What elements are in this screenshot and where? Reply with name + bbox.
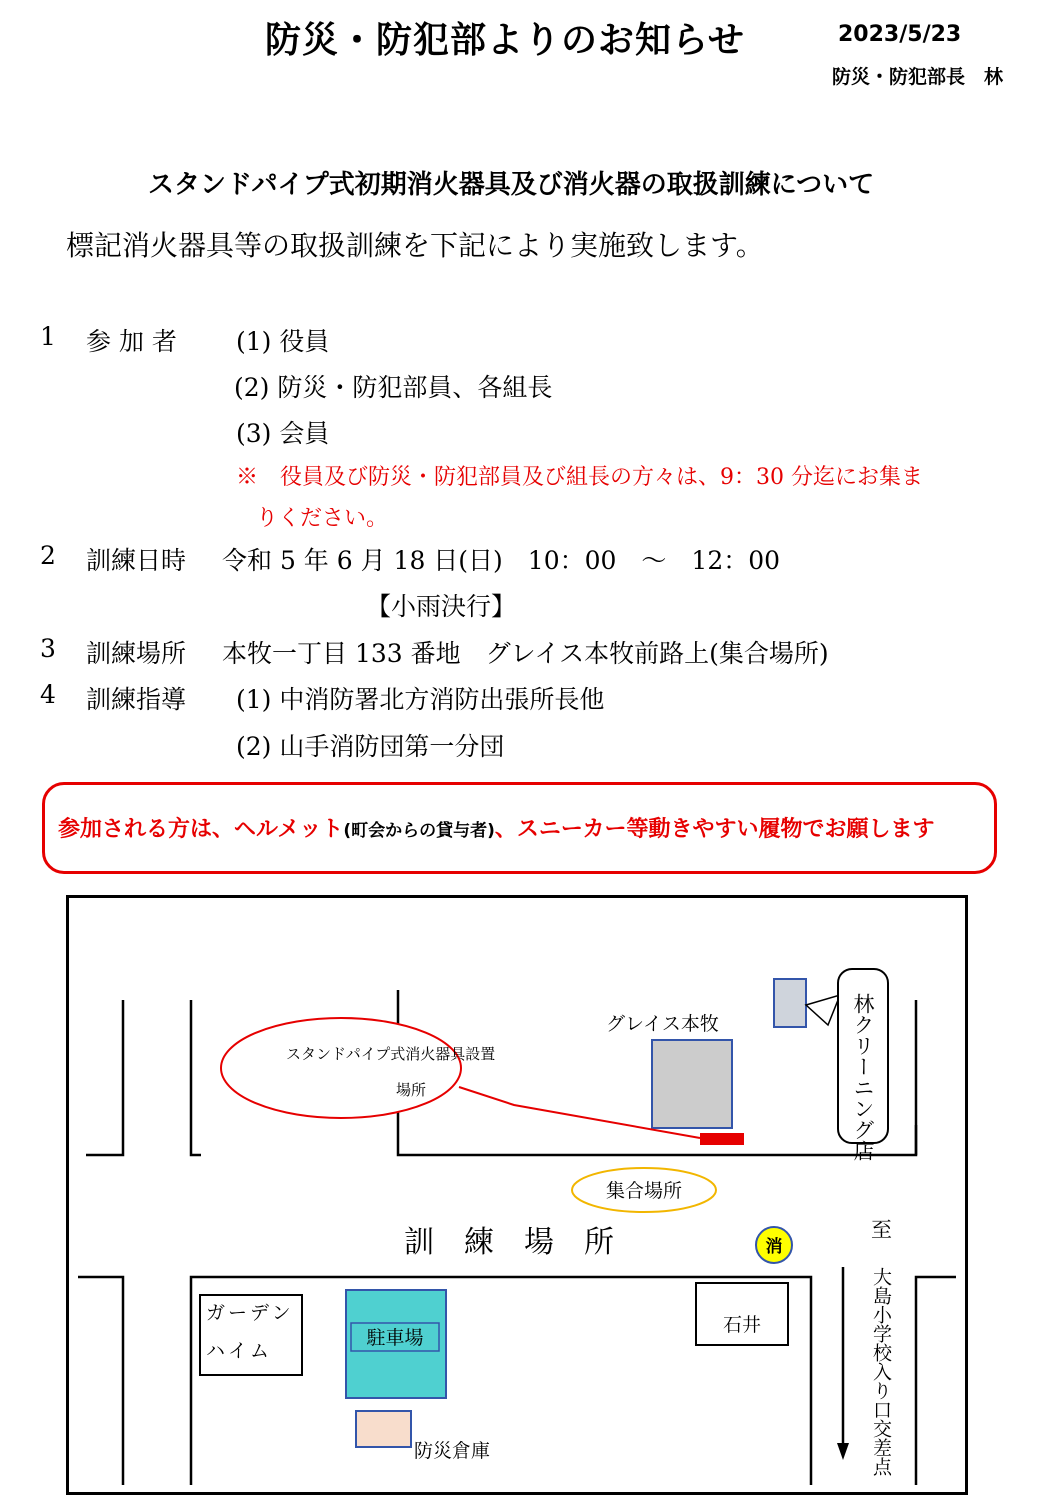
ishii-label: 石井 <box>722 1314 762 1336</box>
map-frame <box>68 897 967 1494</box>
training-map <box>66 895 968 1495</box>
rain-note: 【小雨決行】 <box>366 592 517 621</box>
grace-label: グレイス本牧 <box>606 1013 719 1035</box>
callout-bubble <box>221 1018 461 1118</box>
direction-to-label: 至 <box>871 1218 892 1242</box>
item-4-label: 訓練指導 <box>86 685 187 714</box>
guidance-2: (2) 山手消防団第一分団 <box>236 732 505 761</box>
training-place: 本牧一丁目 133 番地 グレイス本牧前路上(集合場所) <box>222 639 829 668</box>
road-edge-upper-left-corner <box>191 1000 201 1155</box>
disaster-storage-building <box>356 1411 411 1447</box>
item-3-number: 3 <box>40 634 56 663</box>
participant-1: (1) 役員 <box>236 327 330 356</box>
notice-text <box>58 812 934 843</box>
road-edge-lower-left <box>78 1277 123 1485</box>
subject-heading: スタンドパイプ式初期消火器具及び消火器の取扱訓練について <box>148 170 875 200</box>
garden-heim-line2: ハイム <box>206 1340 273 1362</box>
grace-building <box>652 1040 732 1128</box>
training-datetime: 令和 5 年 6 月 18 日(日) 10：00 ～ 12：00 <box>222 546 781 575</box>
parking-label: 駐車場 <box>366 1327 424 1349</box>
storage-label: 防災倉庫 <box>414 1440 491 1462</box>
item-1-label: 参 加 者 <box>86 327 177 356</box>
participant-2: (2) 防災・防犯部員、各組長 <box>234 373 553 402</box>
standpipe-marker <box>700 1133 744 1145</box>
cleaning-shop-label: 林クリーニング店 <box>851 993 875 1161</box>
road-edge-upper-left <box>86 1000 123 1155</box>
cleaning-shop-building <box>774 979 806 1027</box>
garden-heim-line1: ガーデン <box>206 1302 294 1324</box>
item-1-number: 1 <box>40 322 56 351</box>
callout-line2: 場所 <box>396 1081 427 1099</box>
participant-3: (3) 会員 <box>236 419 330 448</box>
participant-note-line2: りください。 <box>256 506 389 531</box>
intersection-label: 大島小学校入り口交差点 <box>870 1267 892 1476</box>
issue-date: 2023/5/23 <box>838 22 962 47</box>
training-place-label: 訓 練 場 所 <box>404 1225 614 1260</box>
author: 防災・防犯部長 林 <box>832 66 1004 88</box>
participant-note-line1: ※ 役員及び防災・防犯部員及び組長の方々は、9：30 分迄にお集ま <box>236 465 923 490</box>
item-3-label: 訓練場所 <box>86 639 187 668</box>
item-2-label: 訓練日時 <box>86 546 187 575</box>
item-4-number: 4 <box>40 680 56 709</box>
road-edge-lower-right <box>916 1277 956 1485</box>
guidance-1: (1) 中消防署北方消防出張所長他 <box>236 685 605 714</box>
callout-line1: スタンドパイプ式消火器具設置 <box>286 1045 496 1063</box>
intro-text: 標記消火器具等の取扱訓練を下記により実施致します。 <box>66 229 764 262</box>
down-arrow-icon <box>837 1443 849 1460</box>
item-2-number: 2 <box>40 541 56 570</box>
assembly-label: 集合場所 <box>605 1180 683 1202</box>
notice-part3: 、スニーカー等動きやすい履物でお願します <box>494 817 935 842</box>
page-title: 防災・防犯部よりのお知らせ <box>265 20 745 61</box>
notice-part1: 参加される方は、ヘルメット <box>58 817 344 842</box>
shop-callout-pointer <box>806 995 840 1025</box>
hydrant-label: 消 <box>765 1237 783 1257</box>
notice-part2: (町会からの貸与者) <box>343 821 495 841</box>
